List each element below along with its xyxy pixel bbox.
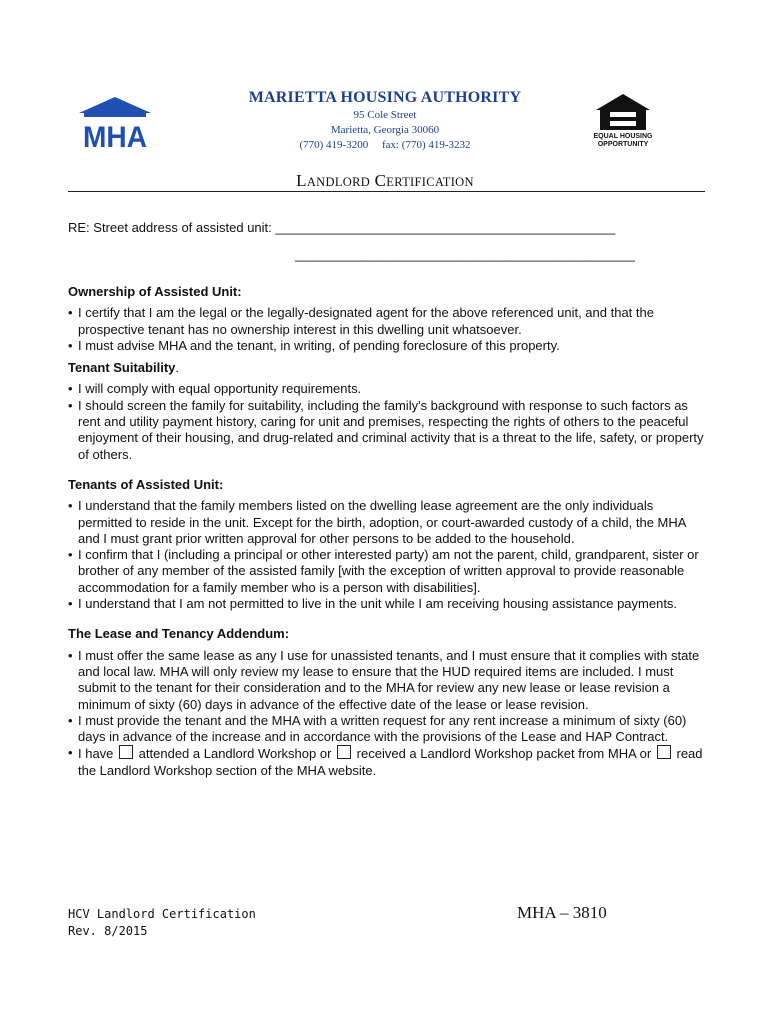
section-heading: The Lease and Tenancy Addendum:: [68, 626, 290, 642]
address-line-field-1[interactable]: _______________________________________________: [275, 220, 616, 235]
workshop-item: • I have attended a Landlord Workshop or received a Landlord Workshop packet from MHA or read the Landlord Workshop section of the MHA website.: [68, 745, 708, 779]
workshop-website-checkbox[interactable]: [657, 745, 671, 759]
re-label: RE: Street address of assisted unit:: [68, 220, 272, 235]
list-item: • I should screen the family for suitability, including the family's background with response to such factors as rent and utility payment history, caring for unit and premises, respecting the rights of others to the peaceful enjoyment of their housing, and drug-related and criminal activity that is a threat to the life, safety, or property of others.: [68, 398, 708, 463]
page-title: [0, 171, 770, 191]
list-item: • I will comply with equal opportunity requirements.: [68, 381, 708, 397]
title-rest-2: ERTIFICATION: [386, 175, 474, 189]
mha-logo: [78, 96, 152, 152]
list-item: • I understand that the family members listed on the dwelling lease agreement are the only individuals permitted to reside in the unit. Except for the birth, adoption, or court-awarded custody of a child, the MHA and I must grant prior written approval for other persons to be added to the household.: [68, 498, 708, 547]
certification-body: [68, 284, 708, 789]
section-ownership: [68, 284, 708, 354]
section-tenants: [68, 477, 708, 612]
organization-name: MARIETTA HOUSING AUTHORITY: [248, 89, 522, 106]
title-initial-1: L: [296, 171, 307, 190]
address-line-field-2[interactable]: _______________________________________________: [295, 247, 635, 262]
title-rest-1: ANDLORD: [306, 175, 371, 189]
equal-housing-opportunity-icon: [592, 92, 654, 150]
section-heading: Tenants of Assisted Unit:: [68, 476, 224, 492]
form-name: HCV Landlord Certification: [68, 907, 256, 921]
re-address-row: [68, 220, 615, 235]
eho-line1: EQUAL HOUSING: [593, 133, 653, 140]
title-divider: [68, 191, 705, 192]
list-item: • I must advise MHA and the tenant, in writing, of pending foreclosure of this property.: [68, 338, 708, 354]
mha-logo-text: MHA: [83, 121, 147, 152]
form-number: MHA – 3810: [517, 903, 607, 922]
list-item: • I must offer the same lease as any I use for unassisted tenants, and I must ensure that it complies with state and local law. MHA will only review my lease to ensure that the HUD required items are included. I must submit to the tenant for their consideration and to the MHA for review any new lease or lease revision a minimum of sixty (60) days in advance of the effective date of the lease or lease revision.: [68, 648, 708, 713]
list-item: • I must provide the tenant and the MHA with a written request for any rent increase a minimum of sixty (60) days in advance of the increase and in accordance with the provisions of the Lease and HAP Contract.: [68, 713, 708, 746]
list-item: • I confirm that I (including a principal or other interested party) am not the parent, child, grandparent, sister or brother of any member of the assisted family [with the exception of written approval to provide reasonable accommodation for a family member who is a person with disabilities].: [68, 547, 708, 596]
eho-line2: OPPORTUNITY: [597, 141, 649, 148]
section-suitability: [68, 360, 708, 463]
section-heading: Ownership of Assisted Unit:: [68, 284, 242, 299]
section-heading: Tenant Suitability.: [68, 360, 180, 376]
footer-left: [68, 906, 256, 940]
address-line2: Marietta, Georgia 30060: [330, 124, 440, 136]
form-revision: Rev. 8/2015: [68, 924, 148, 938]
workshop-packet-checkbox[interactable]: [337, 745, 351, 759]
list-item: • I certify that I am the legal or the legally-designated agent for the above referenced unit, and that the prospective tenant has no ownership interest in this dwelling unit whatsoever.: [68, 305, 708, 338]
phone-fax: (770) 419-3200 fax: (770) 419-3232: [299, 139, 471, 151]
title-initial-2: C: [374, 171, 387, 190]
section-lease: [68, 626, 708, 779]
address-line1: 95 Cole Street: [353, 109, 417, 121]
list-item: • I understand that I am not permitted to live in the unit while I am receiving housing assistance payments.: [68, 596, 708, 612]
workshop-attended-checkbox[interactable]: [119, 745, 133, 759]
